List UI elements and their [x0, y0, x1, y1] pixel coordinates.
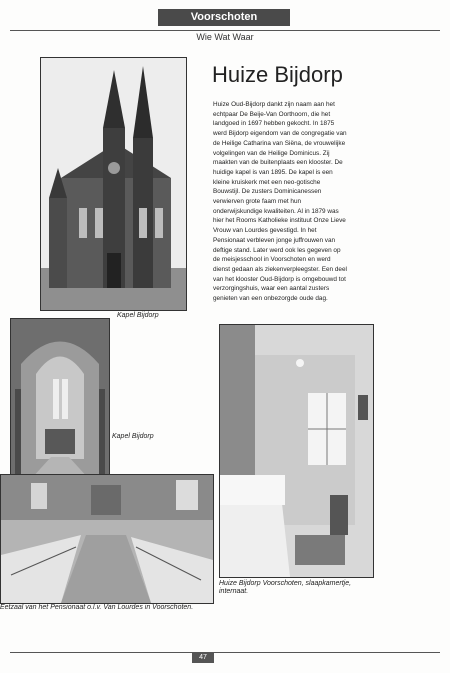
- bedroom-photo: [219, 324, 374, 578]
- page-number: 47: [192, 653, 214, 663]
- chapel-exterior-photo: [40, 57, 187, 311]
- chapel-interior-caption: Kapel Bijdorp: [112, 433, 154, 440]
- chapel-exterior-caption: Kapel Bijdorp: [117, 312, 159, 319]
- dining-hall-caption: Eetzaal van het Pensionaat o.l.v. Van Lourdes in Voorschoten.: [0, 604, 194, 611]
- section-badge: Voorschoten: [158, 9, 290, 26]
- footer-divider: [10, 652, 440, 653]
- article-body: Huize Oud-Bijdorp dankt zijn naam aan het echtpaar De Beije-Van Oorthoorn, die het landgoed in 1697 hebben gekocht. In 1875 werd Bijdorp eigendom van de congregatie van de Heilige Catharina van Siëna, de vrouwelijke volgelingen van de Heilige Dominicus. Zij maakten van de buitenplaats een klooster. De huidige kapel is van 1895. De kapel is een kleine kruiskerk met een neo-gotische Bouwstijl. De zusters Dominicanessen verwierven grote faam met hun onderwijskundige kwaliteiten. Al in 1879 was hier het Rooms Katholieke instituut Onze Lieve Vrouw van Lourdes gevestigd. In het Pensionaat verbleven jonge juffrouwen van deftige stand. Later werd ook les gegeven op de meisjesschool in Voorschoten en werd dienst gedaan als ziekenverpleegster. Een deel van het klooster Oud-Bijdorp is omgebouwd tot verzorgingshuis, waar een aantal zusters genieten van een onbezorgde oude dag.: [213, 101, 347, 303]
- article-title: Huize Bijdorp: [212, 62, 343, 87]
- bedroom-caption: Huize Bijdorp Voorschoten, slaapkamertje, internaat.: [219, 580, 352, 595]
- header-subtitle: Wie Wat Waar: [196, 32, 254, 42]
- chapel-interior-photo: [10, 318, 110, 480]
- dining-hall-photo: [0, 474, 214, 604]
- header-divider: [10, 30, 440, 31]
